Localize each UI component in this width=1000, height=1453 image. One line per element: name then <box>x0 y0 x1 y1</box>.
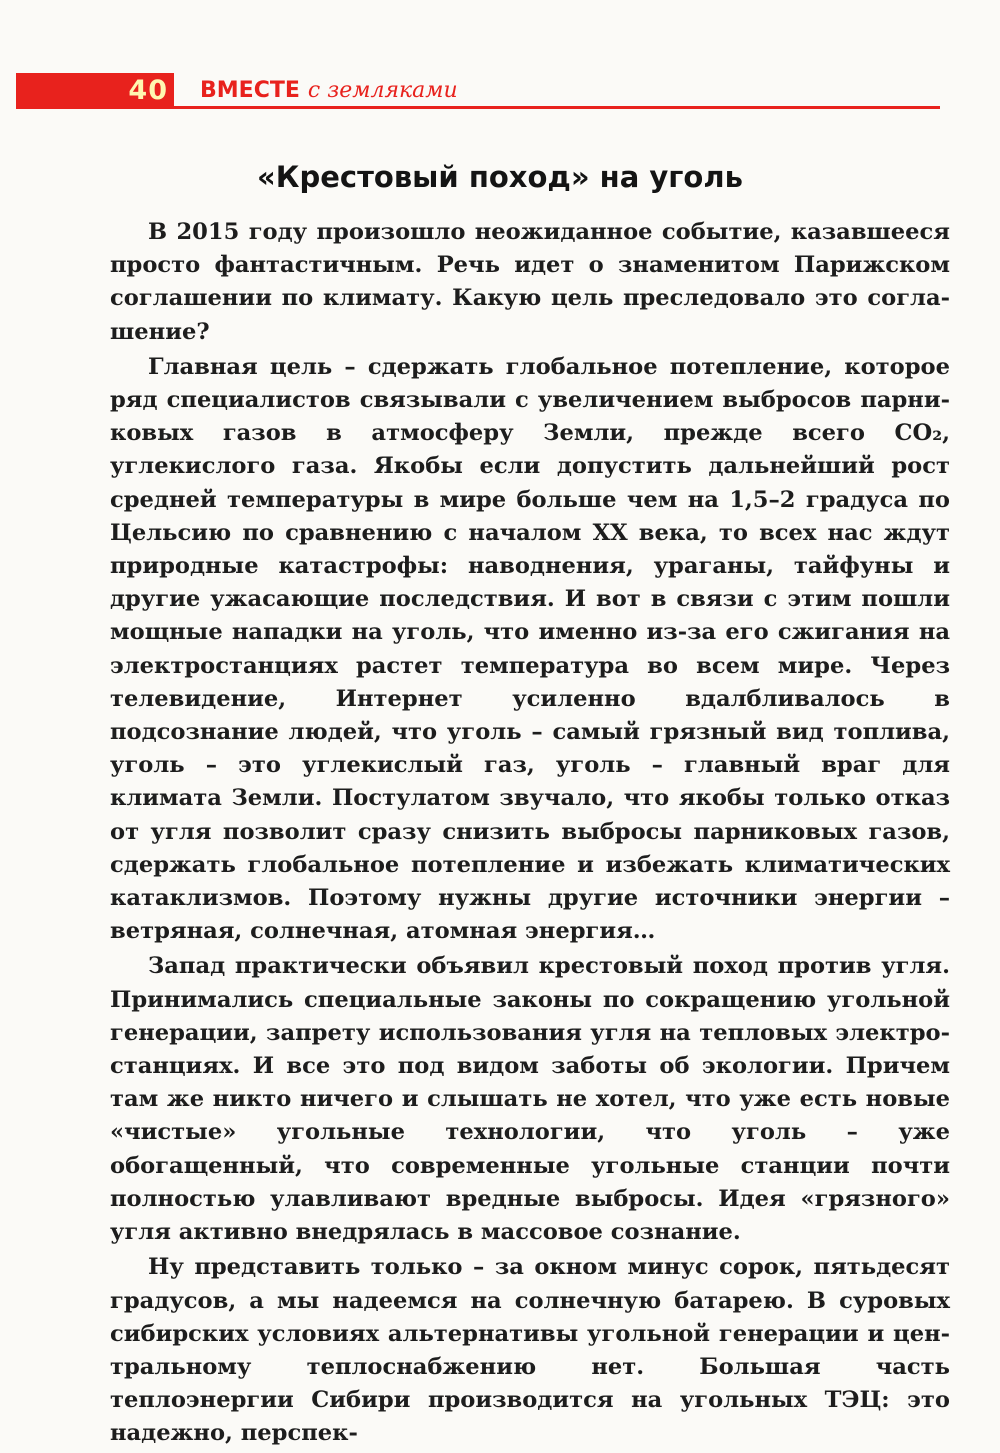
article-title: «Крестовый поход» на уголь <box>257 160 743 194</box>
paragraph-1: В 2015 году произошло неожиданное событие, казавшееся просто фантастичным. Речь идет о знаменитом Парижском соглашении по климату. Какую цель преследовало это соглашение? <box>110 219 950 345</box>
section-title-bold: ВМЕСТЕ <box>200 77 300 103</box>
paragraph-4: Ну представить только – за окном минус сорок, пятьдесят градусов, а мы надеемся на солнечную батарею. В суровых сибирских условиях альтернативы угольной генерации и центральному теплоснабжению нет. Большая часть теплоэнергии Сибири производится на угольных ТЭЦ: это надежно, перспек- <box>110 1254 950 1447</box>
page-number-box <box>16 73 174 107</box>
header-bar <box>16 73 924 107</box>
paragraph-2: Главная цель – сдержать глобальное потепление, которое ряд специалистов связывали с увеличением выбросов парниковых газов в атмосферу Земли, прежде всего CO₂, углекислого газа. Якобы если допустить дальнейший рост средней температуры в мире больше чем на 1,5–2 градуса по Цельсию по сравнению с началом XX века, то всех нас ждут природные катастрофы: наводнения, ураганы, тайфуны и другие ужасающие последствия. И вот в связи с этим пошли мощные нападки на уголь, что именно из-за его сжигания на электростанциях растет температура во всем мире. Через телевидение, Интернет усиленно вдалбливалось в подсознание людей, что уголь – самый грязный вид топлива, уголь – это углекислый газ, уголь – главный враг для климата Земли. Постулатом звучало, что якобы только отказ от угля позволит сразу снизить выбросы парниковых газов, сдержать глобальное потепление и избежать климатических катаклизмов. Поэтому нужны другие источники энергии – ветряная, солнечная, атомная энергия… <box>110 353 950 945</box>
section-title-script: с земляками <box>307 77 458 103</box>
article-body <box>110 216 950 1453</box>
section-title <box>200 78 458 103</box>
header-divider <box>16 106 940 109</box>
paragraph-3: Запад практически объявил крестовый поход против угля. Принимались специальные законы по сокращению угольной генерации, запрету использования угля на тепловых электростанциях. И все это под видом заботы об экологии. Причем там же никто ничего и слышать не хотел, что уже есть новые «чистые» угольные технологии, что уголь – уже обогащенный, что современные угольные станции почти полностью улавливают вредные выбросы. Идея «грязного» угля активно внедрялась в массовое сознание. <box>110 953 950 1246</box>
page-number: 40 <box>128 74 168 106</box>
page-header <box>16 73 940 109</box>
